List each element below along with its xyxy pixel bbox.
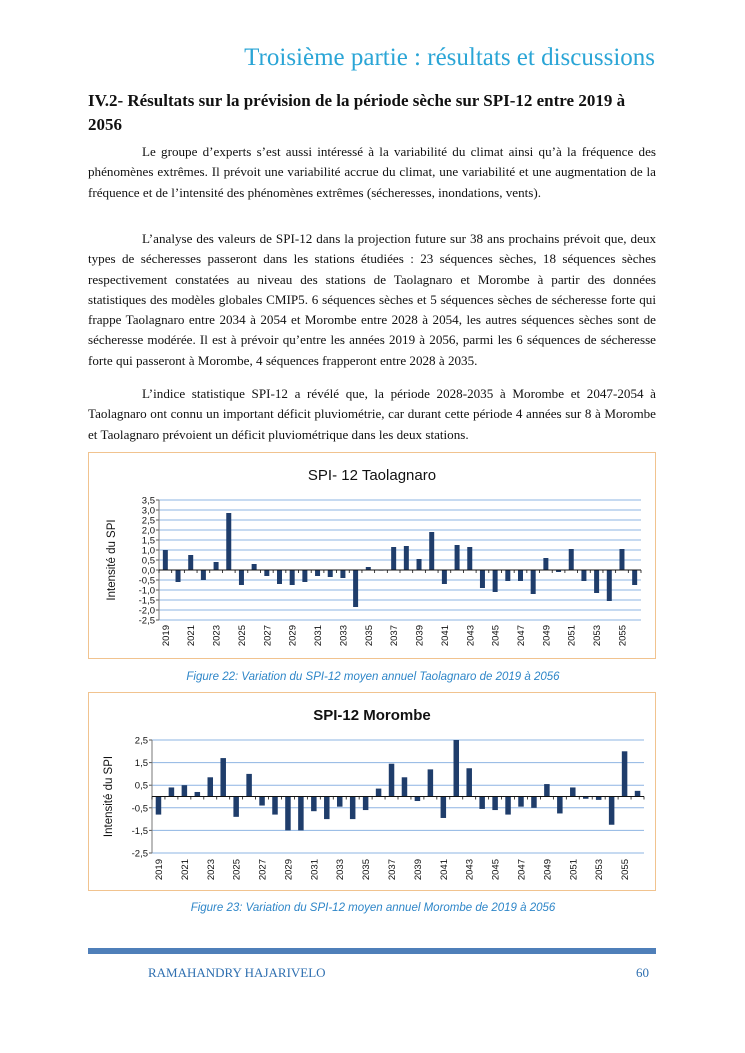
x-tick-label: 2023	[211, 625, 223, 647]
bar-2029	[290, 570, 295, 585]
y-axis-label: Intensité du SPI	[106, 519, 118, 601]
x-tick-label: 2049	[542, 859, 554, 881]
footer-rule	[88, 948, 656, 954]
bar-2054	[607, 570, 612, 601]
bar-2024	[220, 758, 226, 796]
bar-2025	[239, 570, 244, 585]
bar-2051	[570, 787, 576, 796]
y-tick-label: -2,0	[138, 605, 155, 617]
bar-2050	[557, 797, 563, 814]
x-tick-label: 2025	[236, 625, 248, 647]
bar-2048	[531, 570, 536, 594]
x-tick-label: 2031	[313, 625, 325, 647]
x-tick-label: 2037	[387, 859, 399, 881]
bar-2033	[340, 570, 345, 578]
x-tick-label: 2039	[414, 625, 426, 647]
bar-2032	[328, 570, 333, 577]
part-title: Troisième partie : résultats et discussions	[244, 44, 655, 71]
bar-2056	[635, 791, 641, 797]
y-tick-label: 0,0	[141, 565, 155, 577]
x-tick-label: 2029	[283, 859, 295, 881]
bar-2034	[353, 570, 358, 607]
y-tick-label: 1,0	[141, 545, 155, 557]
x-tick-label: 2041	[439, 625, 451, 647]
bar-2019	[156, 797, 162, 815]
x-tick-label: 2033	[335, 859, 347, 881]
x-tick-label: 2035	[361, 859, 373, 881]
x-tick-label: 2051	[568, 859, 580, 881]
bar-2043	[466, 768, 472, 796]
figure-22-caption: Figure 22: Variation du SPI-12 moyen annuel Taolagnaro de 2019 à 2056	[186, 671, 560, 683]
x-tick-label: 2019	[153, 859, 165, 881]
bar-2048	[531, 797, 537, 808]
figure-22-chart-box	[88, 452, 656, 659]
figure-23-chart-box	[88, 692, 656, 891]
y-axis-label: Intensité du SPI	[103, 755, 115, 838]
bar-2021	[182, 785, 188, 796]
figure-23-caption: Figure 23: Variation du SPI-12 moyen annuel Morombe de 2019 à 2056	[190, 902, 556, 914]
x-tick-label: 2035	[363, 625, 375, 647]
bar-2035	[363, 797, 369, 811]
bar-2022	[201, 570, 206, 580]
bar-2020	[169, 787, 175, 796]
bar-2034	[350, 797, 356, 820]
bar-2045	[493, 570, 498, 592]
y-tick-label: -2,5	[138, 615, 155, 627]
bar-2026	[252, 564, 257, 570]
bar-2046	[505, 570, 510, 581]
bar-2051	[569, 549, 574, 570]
paragraph-1: Le groupe d’experts s’est aussi intéressé à la variabilité du climat ainsi qu’à la fréquence des phénomènes extrêmes. Il prévoit une variabilité accrue du climat, une variabilité et une augmentation de la fréquence et de l’intensité des phénomènes extrêmes (sécheresses, inondations, vents).	[88, 144, 656, 200]
x-tick-label: 2033	[338, 625, 350, 647]
bar-2037	[391, 547, 396, 570]
x-tick-label: 2047	[516, 625, 527, 647]
bar-2027	[264, 570, 269, 576]
y-tick-label: 1,5	[141, 535, 155, 547]
bar-2033	[337, 797, 343, 807]
section-heading: IV.2- Résultats sur la prévision de la période sèche sur SPI-12 entre 2019 à 2056	[88, 91, 626, 134]
bar-2047	[518, 570, 523, 581]
bar-2021	[188, 555, 193, 570]
bar-2041	[442, 570, 447, 584]
bar-2049	[543, 558, 548, 570]
bar-2046	[505, 797, 511, 815]
spi12-morombe-chart	[89, 693, 655, 890]
bar-2038	[402, 777, 408, 796]
bar-2029	[285, 797, 291, 831]
bar-2030	[302, 570, 307, 582]
bar-2032	[324, 797, 330, 820]
bar-2056	[632, 570, 637, 585]
x-tick-label: 2021	[179, 859, 191, 881]
bar-2054	[609, 797, 615, 825]
bar-2041	[441, 797, 447, 818]
bar-2047	[518, 797, 524, 807]
y-tick-label: -0,5	[138, 575, 155, 587]
bar-2031	[315, 570, 320, 576]
x-tick-label: 2043	[464, 859, 476, 881]
bar-2042	[455, 545, 460, 570]
bar-2053	[596, 797, 602, 800]
paragraph-3: L’indice statistique SPI-12 a révélé que, la période 2028-2035 à Morombe et 2047-2054 à Taolagnaro ont connu un important déficit pluviométrie, car durant cette période 4 années sur 8 à Morombe et Taolagnaro prévoient un déficit pluviométrique dans les deux stations.	[88, 386, 656, 442]
y-tick-label: 2,5	[141, 515, 155, 527]
x-tick-label: 2047	[516, 859, 528, 881]
bar-2026	[246, 774, 252, 797]
x-tick-label: 2027	[262, 625, 274, 647]
y-tick-label: 3,5	[141, 495, 155, 507]
x-tick-label: 2055	[617, 625, 629, 647]
y-tick-label: 0,5	[141, 555, 155, 567]
bar-2045	[492, 797, 498, 811]
paragraph-2: L’analyse des valeurs de SPI-12 dans la projection future sur 38 ans prochains prévoit que, deux types de sécheresses passeront dans les stations étudiées : 23 séquences sèches, 18 séquences sèches respectivement constatées au niveau des stations de Taolagnaro et Morombe à partir des données statistiques des modèles globales CMIP5. 6 séquences sèches et 5 séquences sèches de sécheresse forte qui frappe Taolagnaro entre 2034 à 2054 et Morombe entre 2028 à 2054, les autres séquences sèches sont de sécheresse modérée. Il est à prévoir qu’entre les années 2019 à 2056, parmi les 6 séquences de sécheresse forte qui passeront à Morombe, 4 séquences frapperont entre 2028 à 2035.	[88, 231, 656, 368]
x-tick-label: 2023	[205, 859, 217, 881]
bar-2040	[429, 532, 434, 570]
x-tick-label: 2025	[231, 859, 243, 881]
bar-2022	[195, 792, 201, 797]
bar-2023	[208, 777, 214, 796]
bar-2040	[428, 769, 434, 796]
y-tick-label: -1,0	[138, 585, 155, 597]
x-tick-label: 2029	[287, 625, 299, 647]
y-tick-label: 2,5	[134, 735, 148, 747]
y-tick-label: -0,5	[131, 803, 148, 815]
bar-2027	[259, 797, 265, 806]
x-tick-label: 2031	[309, 859, 321, 881]
bar-2053	[594, 570, 599, 593]
x-tick-label: 2037	[389, 625, 401, 647]
y-tick-label: 0,5	[134, 780, 148, 792]
bar-2039	[417, 559, 422, 570]
page-number: 60	[636, 965, 649, 980]
x-tick-label: 2039	[412, 859, 424, 881]
bar-2036	[376, 789, 382, 797]
bar-2055	[619, 549, 624, 570]
y-tick-label: 2,0	[141, 525, 155, 537]
bar-2030	[298, 797, 304, 831]
y-tick-label: -1,5	[131, 825, 148, 837]
x-tick-label: 2051	[566, 625, 578, 647]
y-tick-label: -2,5	[131, 848, 148, 860]
x-tick-label: 2027	[257, 859, 269, 881]
bar-2039	[415, 797, 421, 802]
bar-2037	[389, 764, 395, 797]
bar-2020	[176, 570, 181, 582]
footer-author: RAMAHANDRY HAJARIVELO	[148, 965, 326, 980]
y-tick-label: 1,5	[134, 758, 148, 770]
bar-2038	[404, 546, 409, 570]
x-tick-label: 2043	[465, 625, 477, 647]
x-tick-label: 2045	[490, 859, 502, 881]
y-tick-label: -1,5	[138, 595, 155, 607]
x-tick-label: 2045	[490, 625, 502, 647]
bar-2049	[544, 784, 550, 796]
spi12-taolagnaro-chart	[89, 453, 655, 658]
bar-2023	[214, 562, 219, 570]
bar-2024	[226, 513, 231, 570]
x-tick-label: 2055	[620, 859, 632, 881]
y-tick-label: 3,0	[141, 505, 155, 517]
x-tick-label: 2049	[541, 625, 553, 647]
bar-2055	[622, 751, 628, 796]
bar-2044	[479, 797, 485, 809]
bar-2044	[480, 570, 485, 588]
bar-2028	[277, 570, 282, 584]
bar-2028	[272, 797, 278, 815]
chart-title: SPI- 12 Taolagnaro	[307, 467, 437, 484]
chart-title: SPI-12 Morombe	[313, 707, 431, 724]
x-tick-label: 2053	[592, 625, 604, 647]
x-tick-label: 2019	[160, 625, 172, 647]
x-tick-label: 2021	[186, 625, 198, 647]
bar-2019	[163, 550, 168, 570]
bar-2042	[454, 740, 460, 797]
x-tick-label: 2041	[438, 859, 450, 881]
bar-2031	[311, 797, 317, 812]
bar-2025	[233, 797, 239, 817]
x-tick-label: 2053	[594, 859, 606, 881]
bar-2043	[467, 547, 472, 570]
bar-2052	[581, 570, 586, 581]
